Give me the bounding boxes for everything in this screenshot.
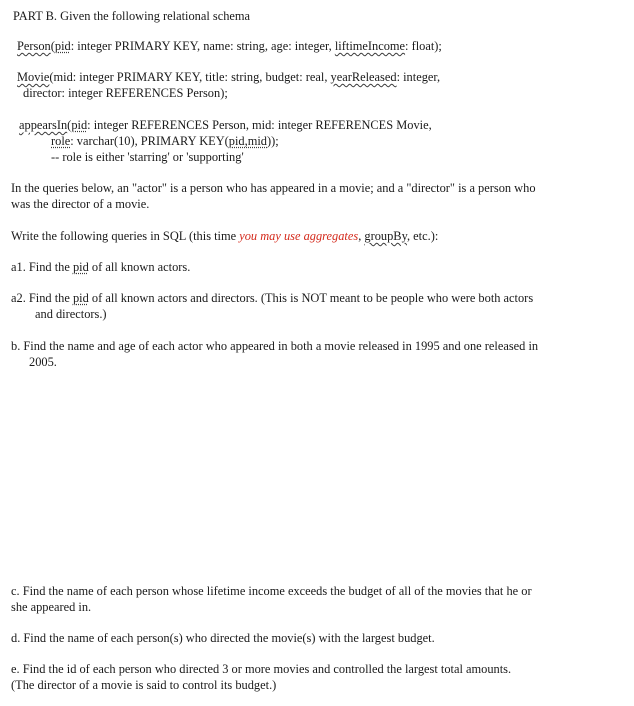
intro-cont xyxy=(11,196,149,212)
question-b xyxy=(11,338,538,354)
d-line1: d. Find the name of each person(s) who directed the movie(s) with the largest budget. xyxy=(11,631,435,645)
schema-appears: appearsIn(pid: integer REFERENCES Person, mid: integer REFERENCES Movie, xyxy=(19,118,432,132)
appears-role-type: : varchar(10), PRIMARY KEY( xyxy=(70,134,229,148)
question-c-cont xyxy=(11,599,91,615)
schema-movie xyxy=(17,69,440,85)
c-line1: c. Find the name of each person whose lifetime income exceeds the budget of all of the movies that he or xyxy=(11,584,532,598)
instructions-prefix: Write the following queries in SQL (this time xyxy=(11,229,240,243)
appears-role: role xyxy=(51,134,71,148)
appears-end: )); xyxy=(267,134,279,148)
intro xyxy=(11,180,536,196)
question-d xyxy=(11,630,435,646)
a1-suffix: of all known actors. xyxy=(88,260,191,274)
movie-attrs: (mid: integer PRIMARY KEY, title: string, budget: real, xyxy=(49,70,331,84)
person-attrs-end: : float); xyxy=(405,39,442,53)
c-line2: she appeared in. xyxy=(11,600,92,614)
question-a1 xyxy=(11,259,190,275)
header-text: PART B. Given the following relational schema xyxy=(13,9,251,23)
a2-line2: and directors.) xyxy=(35,307,107,321)
question-b-cont xyxy=(29,354,57,370)
page-header xyxy=(13,8,250,24)
movie-relation-name: Movie xyxy=(17,70,50,84)
person-attrs: : integer PRIMARY KEY, name: string, age: integer, xyxy=(70,39,335,53)
movie-director: director: integer REFERENCES Person); xyxy=(23,86,228,100)
movie-year-released: yearReleased xyxy=(330,70,397,84)
person-lifetime-income: liftimeIncome xyxy=(334,39,406,53)
person-relation-name: Person xyxy=(17,39,51,53)
question-e-cont xyxy=(11,677,276,693)
instructions-emphasis: you may use aggregates xyxy=(239,229,359,243)
instructions-mid: , xyxy=(358,229,365,243)
appears-comment-text: -- role is either 'starring' or 'supporting' xyxy=(51,150,244,164)
appears-relation-name: appearsIn xyxy=(19,118,68,132)
schema-person: Person(pid: integer PRIMARY KEY, name: string, age: integer, liftimeIncome: float); xyxy=(17,39,442,53)
appears-pk: pid,mid xyxy=(228,134,268,148)
question-c xyxy=(11,583,532,599)
question-e xyxy=(11,661,511,677)
schema-appears-line2 xyxy=(51,133,279,149)
appears-attrs: : integer REFERENCES Person, mid: integer REFERENCES Movie, xyxy=(87,118,432,132)
schema-appears-comment xyxy=(51,149,244,165)
b-line2: 2005. xyxy=(29,355,57,369)
question-a2 xyxy=(11,290,533,306)
schema-movie-line2 xyxy=(23,85,228,101)
a2-suffix: of all known actors and directors. (This is NOT meant to be people who were both actors xyxy=(88,291,534,305)
a2-pid: pid xyxy=(72,291,89,305)
question-a2-cont xyxy=(35,306,107,322)
person-pid: pid xyxy=(54,39,71,53)
intro-line2: was the director of a movie. xyxy=(11,197,150,211)
movie-attrs-end: : integer, xyxy=(396,70,441,84)
a2-prefix: a2. Find the xyxy=(11,291,73,305)
instructions xyxy=(11,228,438,244)
appears-pid: pid xyxy=(71,118,88,132)
e-line1: e. Find the id of each person who directed 3 or more movies and controlled the largest total amounts. xyxy=(11,662,512,676)
intro-line1: In the queries below, an "actor" is a person who has appeared in a movie; and a "director" is a person who xyxy=(11,181,536,195)
a1-prefix: a1. Find the xyxy=(11,260,73,274)
a1-pid: pid xyxy=(72,260,89,274)
instructions-groupby: groupBy xyxy=(364,229,407,243)
b-line1: b. Find the name and age of each actor who appeared in both a movie released in 1995 and one released in xyxy=(11,339,539,353)
instructions-suffix: , etc.): xyxy=(406,229,439,243)
e-line2: (The director of a movie is said to control its budget.) xyxy=(11,678,277,692)
